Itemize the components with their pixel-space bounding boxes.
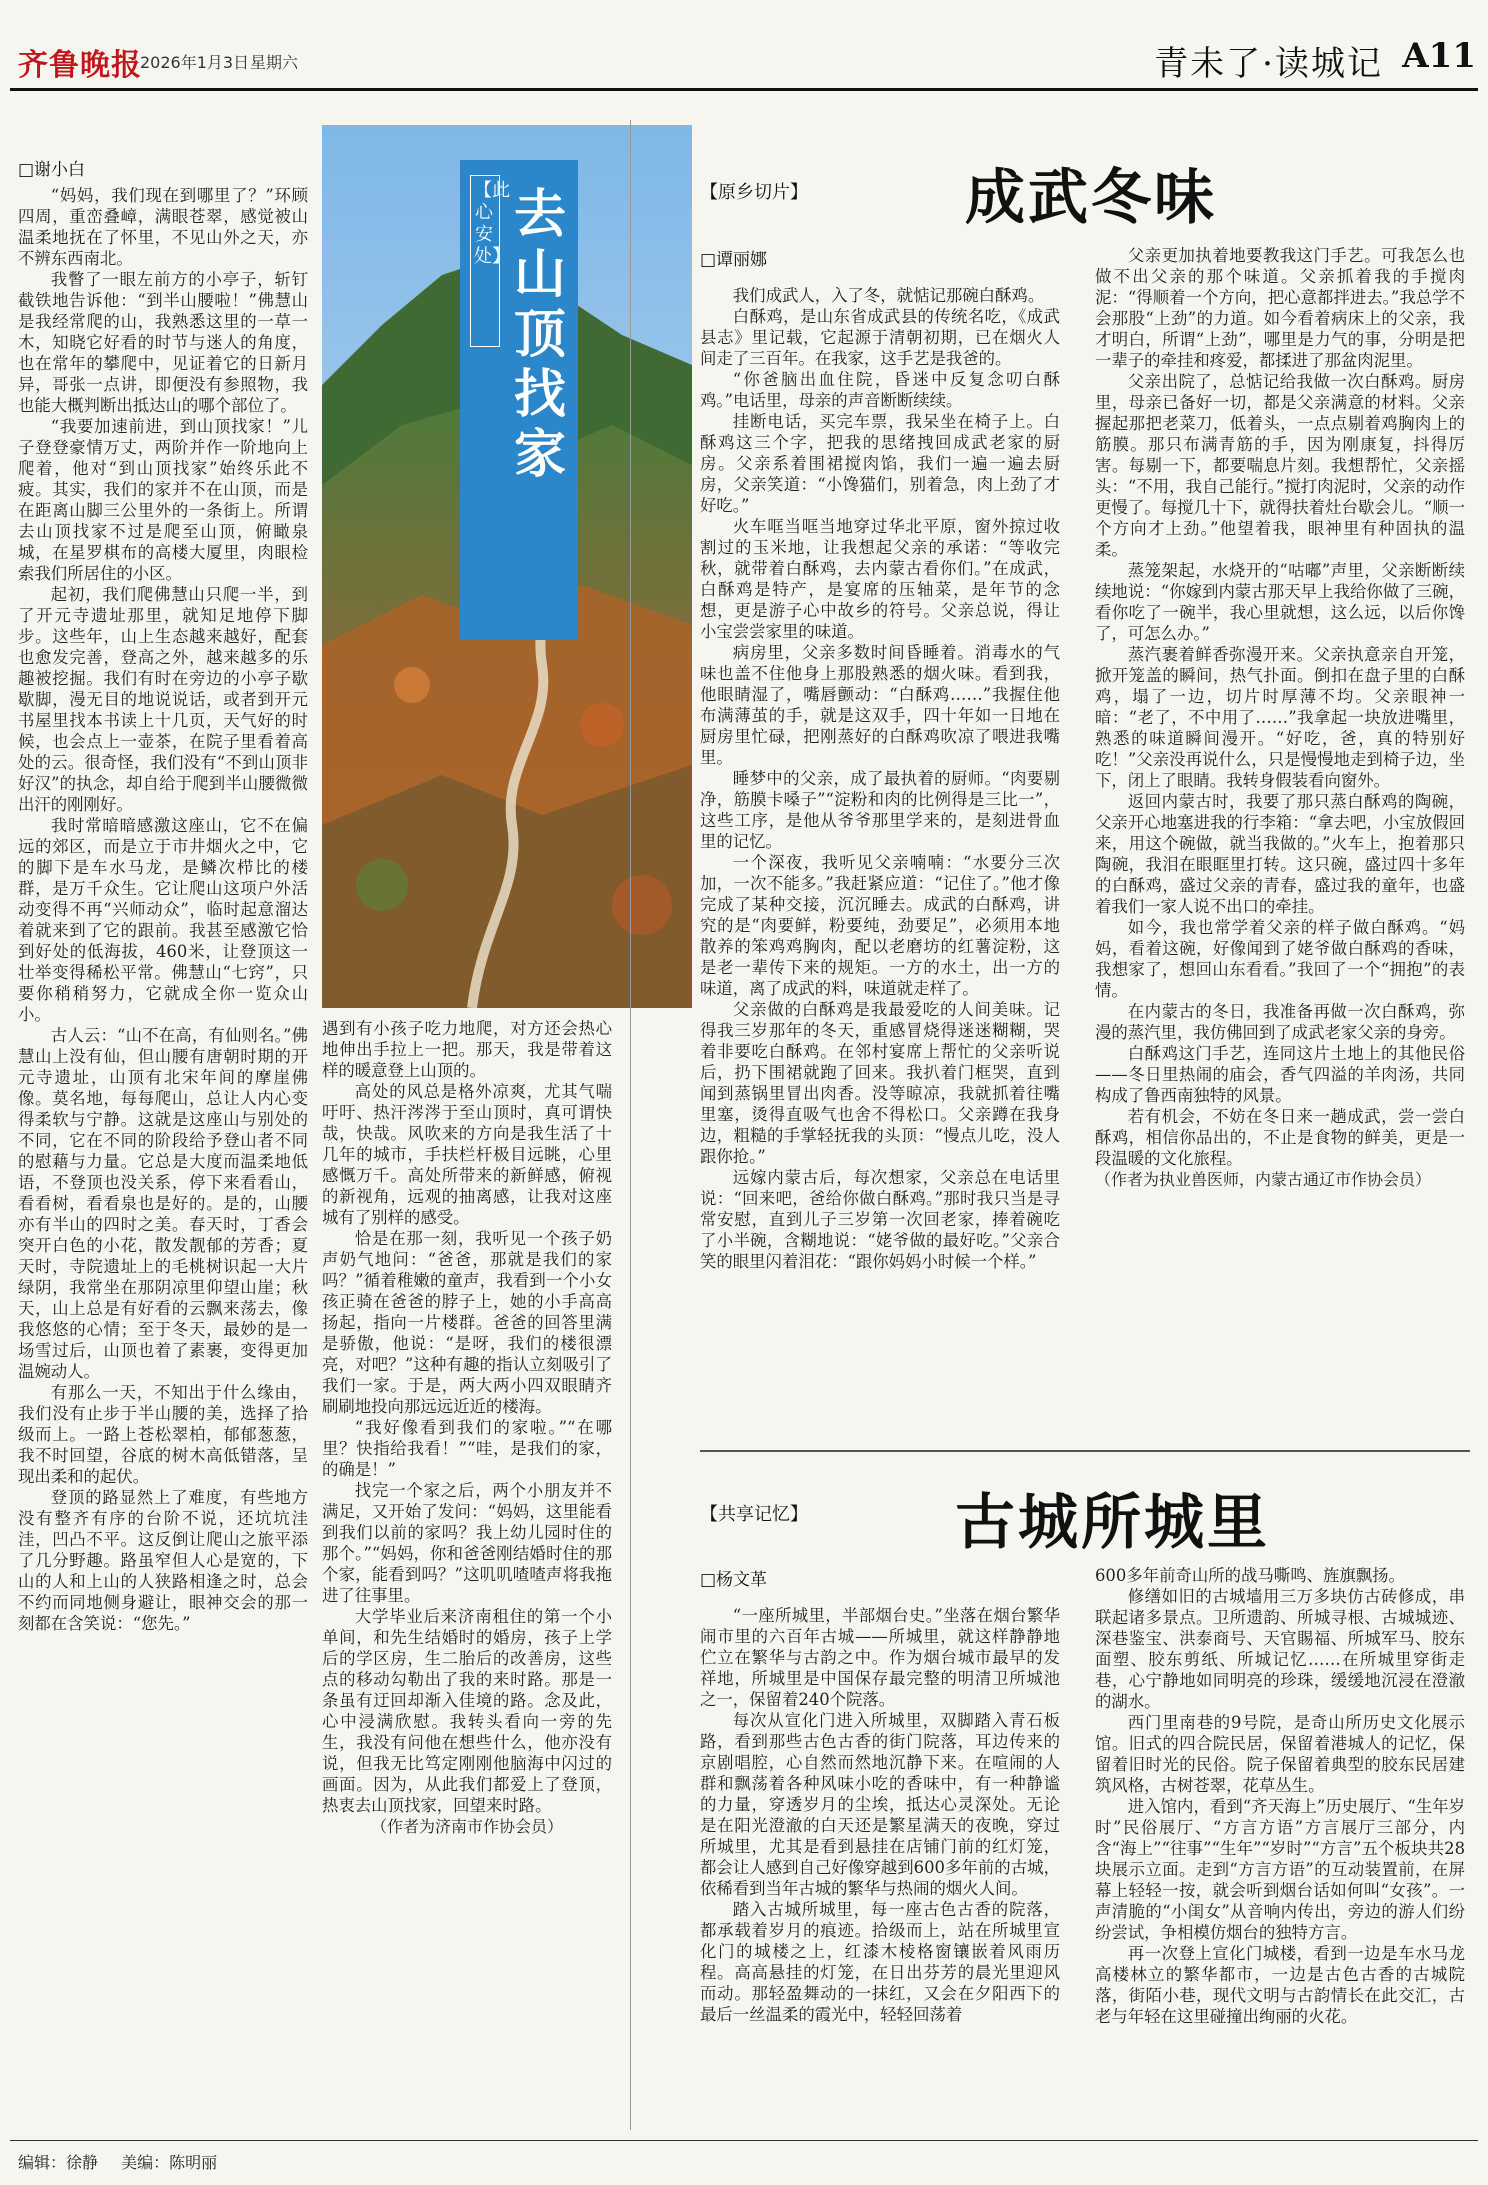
paragraph: 火车哐当哐当地穿过华北平原，窗外掠过收割过的玉米地，让我想起父亲的承诺：“等收完秋，就带着白酥鸡，去内蒙古看你们。”在成武，白酥鸡是特产，是宴席的压轴菜，是年节的念想，更是游子心中故乡的符号。父亲总说，得让小宝尝尝家里的味道。 [700,517,1060,641]
paragraph: 返回内蒙古时，我要了那只蒸白酥鸡的陶碗，父亲开心地塞进我的行李箱：“拿去吧，小宝放假回来，用这个碗做，就当我做的。”火车上，抱着那只陶碗，我泪在眼眶里打转。这只碗，盛过四十多年的白酥鸡，盛过父亲的青春，盛过我的童年，也盛着我们一家人说不出口的牵挂。 [1095,792,1465,916]
article-separator [700,1450,1470,1452]
paragraph: 蒸汽裹着鲜香弥漫开来。父亲执意亲自开笼，掀开笼盖的瞬间，热气扑面。倒扣在盘子里的白酥鸡，塌了一边，切片时厚薄不均。父亲眼神一暗：“老了，不中用了……”我拿起一块放进嘴里，熟悉的味道瞬间漫开。“好吃，爸，真的特别好吃！”父亲没再说什么，只是慢慢地走到椅子边，坐下，闭上了眼睛。我转身假装看向窗外。 [1095,645,1465,790]
issue-weekday: 星期六 [250,53,299,72]
paragraph: 如今，我也常学着父亲的样子做白酥鸡。“妈妈，看着这碗，好像闻到了姥爷做白酥鸡的香味，我想家了，想回山东看看。”我回了一个“拥抱”的表情。 [1095,918,1465,1000]
newspaper-logo: 齐鲁晚报 [18,48,142,83]
masthead [0,0,1488,90]
paragraph: 父亲更加执着地要教我这门手艺。可我怎么也做不出父亲的那个味道。父亲抓着我的手搅肉泥：“得顺着一个方向，把心意都拌进去。”我总学不会那股“上劲”的力道。如今看着病床上的父亲，我才明白，所谓“上劲”，哪里是力气的事，分明是把一辈子的牵挂和疼爱，都揉进了那盆肉泥里。 [1095,246,1465,370]
article-right-top-col2 [1095,245,1465,1485]
paragraph: 再一次登上宣化门城楼，看到一边是车水马龙高楼林立的繁华都市，一边是古色古香的古城院落，街陌小巷，现代文明与古韵情长在此交汇，古老与年轻在这里碰撞出绚丽的火花。 [1095,1944,1465,2026]
paragraph: 睡梦中的父亲，成了最执着的厨师。“肉要剔净，筋膜卡嗓子”“淀粉和肉的比例得是三比一”，这些工序，是他从爷爷那里学来的，是刻进骨血里的记忆。 [700,769,1060,851]
article-right-top-title: 成武冬味 [965,163,1217,233]
paragraph: “我要加速前进，到山顶找家！”儿子登登豪情万丈，两阶并作一阶地向上爬着，他对“到山顶找家”始终乐此不疲。其实，我们的家并不在山顶，而是在距离山脚三公里外的一条街上。所谓去山顶找家不过是爬至山顶，俯瞰泉城，在星罗棋布的高楼大厦里，肉眼检索我们所居住的小区。 [18,417,308,583]
paragraph: “一座所城里，半部烟台史。”坐落在烟台繁华闹市里的六百年古城——所城里，就这样静静地伫立在繁华与古韵之中。作为烟台城市最早的发祥地，所城里是中国保存最完整的明清卫所城池之一，保留着240个院落。 [700,1606,1060,1709]
article-left-col2 [322,1018,612,2098]
paragraph: 恰是在那一刻，我听见一个孩子奶声奶气地问：“爸爸，那就是我们的家吗？”循着稚嫩的童声，我看到一个小女孩正骑在爸爸的脖子上，她的小手高高扬起，指向一片楼群。爸爸的回答里满是骄傲，他说：“是呀，我们的楼很漂亮，对吧？”这种有趣的指认立刻吸引了我们一家。于是，两大两小四双眼睛齐刷刷地投向那远远近近的楼海。 [322,1229,612,1416]
paragraph: “我好像看到我们的家啦。”“在哪里？快指给我看！”“哇，是我们的家，的确是！” [322,1418,612,1479]
paragraph: “你爸脑出血住院，昏迷中反复念叨白酥鸡。”电话里，母亲的声音断断续续。 [700,370,1060,410]
paragraph: 登顶的路显然上了难度，有些地方没有整齐有序的台阶不说，还坑坑洼洼，凹凸不平。这反倒让爬山之旅平添了几分野趣。路虽窄但人心是宽的，下山的人和上山的人狭路相逢之时，总会不约而同地侧身避让，眼神交会的那一刻都在含笑说：“您先。” [18,1488,308,1633]
paragraph: “妈妈，我们现在到哪里了？”环顾四周，重峦叠嶂，满眼苍翠，感觉被山温柔地抚在了怀里，不见山外之天，亦不辨东西南北。 [18,186,308,268]
paragraph: 踏入古城所城里，每一座古色古香的院落，都承载着岁月的痕迹。拾级而上，站在所城里宣化门的城楼之上，红漆木棱格窗镶嵌着风雨历程。高高悬挂的灯笼，在日出芬芳的晨光里迎风而动。那轻盈舞动的一抹红，又会在夕阳西下的最后一丝温柔的霞光中，轻轻回荡着 [700,1900,1060,2024]
paragraph: 遇到有小孩子吃力地爬，对方还会热心地伸出手拉上一把。那天，我是带着这样的暖意登上山顶的。 [322,1019,612,1080]
paragraph: 我时常暗暗感激这座山，它不在偏远的郊区，而是立于市井烟火之中，它的脚下是车水马龙，是鳞次栉比的楼群，是万千众生。它让爬山这项户外活动变得不再“兴师动众”，临时起意溜达着就来到了它的跟前。我甚至感激它恰到好处的低海拔，460米，让登顶这一壮举变得稀松平常。佛慧山“七窍”，只要你稍稍努力，它就成全你一览众山小。 [18,816,308,1024]
column-label: 【此心安处】 [474,180,510,267]
page-number: A11 [1402,36,1476,76]
article-right-top-tag: 【原乡切片】 [700,182,808,203]
article-right-top-col1 [700,285,1060,1485]
paragraph: 病房里，父亲多数时间昏睡着。消毒水的气味也盖不住他身上那股熟悉的烟火味。看到我，他眼睛湿了，嘴唇颤动：“白酥鸡……”我握住他布满薄茧的手，就是这双手，四十年如一日地在厨房里忙碌，把刚蒸好的白酥鸡吹凉了喂进我嘴里。 [700,643,1060,767]
author-note: （作者为济南市作协会员） [370,1817,563,1836]
paragraph: 远嫁内蒙古后，每次想家，父亲总在电话里说：“回来吧，爸给你做白酥鸡。”那时我只当是寻常安慰，直到儿子三岁第一次回老家，捧着碗吃了小半碗，含糊地说：“姥爷做的最好吃。”父亲合笑的眼里闪着泪花：“跟你妈妈小时候一个样。” [700,1168,1060,1271]
article-left-title: 去山顶找家 [513,184,566,485]
paragraph: 西门里南巷的9号院，是奇山所历史文化展示馆。旧式的四合院民居，保留着港城人的记忆，保留着旧时光的民俗。院子保留着典型的胶东民居建筑风格，古树苍翠，花草丛生。 [1095,1713,1465,1795]
footer [18,2150,217,2173]
article-right-bottom-author: □杨文革 [700,1570,768,1590]
article-right-top-author: □谭丽娜 [700,250,768,270]
paragraph: 我们成武人，入了冬，就惦记那碗白酥鸡。 [732,286,1045,305]
paragraph: 修缮如旧的古城墙用三万多块仿古砖修成，串联起诸多景点。卫所遗韵、所城寻根、古城城迹、深巷鉴宝、洪泰商号、天官賜福、所城军马、胶东面塑、胶东剪纸、所城记忆……在所城里穿街走巷，心宁静地如同明亮的珍珠，缓缓地沉浸在澄澈的湖水。 [1095,1587,1465,1711]
masthead-rule [10,88,1478,91]
paragraph: 父亲出院了，总惦记给我做一次白酥鸡。厨房里，母亲已备好一切，都是父亲满意的材料。父亲握起那把老菜刀，低着头，一点点剔着鸡胸肉上的筋膜。那只布满青筋的手，因为刚康复，抖得厉害。每剔一下，都要喘息片刻。我想帮忙，父亲摇头：“不用，我自己能行。”搅打肉泥时，父亲的动作更慢了。每搅几十下，就得扶着灶台歇会儿。“顺一个方向才上劲。”他望着我，眼神里有种固执的温柔。 [1095,372,1465,559]
section-title: 青未了·读城记 [1154,44,1383,84]
paragraph: 找完一个家之后，两个小朋友并不满足，又开始了发问：“妈妈，这里能看到我们以前的家吗？我上幼儿园时住的那个。”“妈妈，你和爸爸刚结婚时住的那个家，能看到吗？”这叽叽喳喳声将我拖进了往事里。 [322,1481,612,1605]
article-right-bottom-title: 古城所城里 [955,1488,1270,1558]
column-divider [630,120,631,2130]
article-left-author: □谢小白 [18,160,86,180]
paragraph: 高处的风总是格外凉爽，尤其气喘吁吁、热汗涔涔于至山顶时，真可谓快哉，快哉。风吹来的方向是我生活了十几年的城市，手扶栏杆极目远眺，心里感慨万千。高处所带来的新鲜感，俯视的新视角，远观的抽离感，让我对这座城有了别样的感受。 [322,1082,612,1227]
paragraph: 大学毕业后来济南租住的第一个小单间，和先生结婚时的婚房，孩子上学后的学区房，生二胎后的改善房，这些点的移动勾勒出了我的来时路。那是一条虽有迂回却渐入佳境的路。念及此，心中浸满欣慰。我转头看向一旁的先生，我没有问他在想些什么，他亦没有说，但我无比笃定刚刚他脑海中闪过的画面。因为，从此我们都爱上了登顶，热衷去山顶找家，回望来时路。 [322,1607,612,1815]
article-right-bottom-tag: 【共享记忆】 [700,1504,808,1525]
paragraph: 挂断电话，买完车票，我呆坐在椅子上。白酥鸡这三个字，把我的思绪拽回成武老家的厨房。父亲系着围裙搅肉馅，我们一遍一遍去厨房，父亲笑道：“小馋猫们，别着急，肉上劲了才好吃。” [700,412,1060,515]
paragraph: 600多年前奇山所的战马嘶鸣、旌旗飘扬。 [1095,1566,1405,1585]
paragraph: 在内蒙古的冬日，我准备再做一次白酥鸡，弥漫的蒸汽里，我仿佛回到了成武老家父亲的身旁。 [1095,1002,1465,1042]
footer-rule [10,2140,1478,2141]
paragraph: 白酥鸡这门手艺，连同这片土地上的其他民俗——冬日里热闹的庙会，香气四溢的羊肉汤，共同构成了鲁西南独特的风景。 [1095,1044,1465,1105]
paragraph: 父亲做的白酥鸡是我最爱吃的人间美味。记得我三岁那年的冬天，重感冒烧得迷迷糊糊，哭着非要吃白酥鸡。在邻村宴席上帮忙的父亲听说后，扔下围裙就跑了回来。我扒着门框哭，直到闻到蒸锅里冒出肉香。没等晾凉，我就抓着往嘴里塞，烫得直吸气也舍不得松口。父亲蹲在我身边，粗糙的手掌轻抚我的头顶：“慢点儿吃，没人跟你抢。” [700,1000,1060,1166]
editor-credit: 编辑：徐静 [18,2153,99,2172]
paragraph: 我瞥了一眼左前方的小亭子，斩钉截铁地告诉他：“到半山腰啦！”佛慧山是我经常爬的山，我熟悉这里的一草一木，知晓它好看的时节与迷人的角度，也在常年的攀爬中，见证着它的日新月异，哥张一点讲，即便没有参照物，我也能大概判断出抵达山的哪个部位了。 [18,270,308,415]
paragraph: 白酥鸡，是山东省成武县的传统名吃，《成武县志》里记载，它起源于清朝初期，已在烟火人间走了三百年。在我家，这手艺是我爸的。 [700,307,1060,368]
article-right-bottom-col1 [700,1605,1060,2135]
paragraph: 起初，我们爬佛慧山只爬一半，到了开元寺遗址那里，就知足地停下脚步。这些年，山上生态越来越好，配套也愈发完善，登高之外，越来越多的乐趣被挖掘。我们有时在旁边的小亭子歇歇脚，漫无目的地说说话，或者到开元书屋里找本书读上十几页，天气好的时候，也会点上一壶茶，在院子里看着高处的云。很奇怪，我们没有“不到山顶非好汉”的执念，却自给于爬到半山腰微微出汗的刚刚好。 [18,585,308,814]
article-right-bottom-col2 [1095,1565,1465,2135]
author-note: （作者为执业兽医师，内蒙古通辽市作协会员） [1095,1170,1432,1189]
paragraph: 蒸笼架起，水烧开的“咕嘟”声里，父亲断断续续地说：“你嫁到内蒙古那天早上我给你做了三碗，看你吃了一碗半，我心里就想，这么远，以后你馋了，可怎么办。” [1095,561,1465,643]
paragraph: 古人云：“山不在高，有仙则名。”佛慧山上没有仙，但山腰有唐朝时期的开元寺遗址，山顶有北宋年间的摩崖佛像。莫名地，每每爬山，总让人内心变得柔软与宁静。这就是这座山与别处的不同，它在不同的阶段给予登山者不同的慰藉与力量。它总是大度而温柔地低语，不登顶也没关系，停下来看看山，看看树，看看泉也是好的。是的，山腰亦有半山的四时之美。春天时，丁香会突开白色的小花，散发靓郁的芳香；夏天时，寺院遗址上的毛桃树识起一大片绿阴，我常坐在那阴凉里仰望山崖；秋天，山上总是有好看的云飘来荡去，像我悠悠的心情；至于冬天，最妙的是一场雪过后，山顶也着了素裹，变得更加温婉动人。 [18,1026,308,1381]
paragraph: 一个深夜，我听见父亲喃喃：“水要分三次加，一次不能多。”我赶紧应道：“记住了。”他才像完成了某种交接，沉沉睡去。成武的白酥鸡，讲究的是“肉要鲜，粉要纯，劲要足”，必须用本地散养的笨鸡鸡胸肉，配以老磨坊的红薯淀粉，这是老一辈传下来的规矩。一方的水土，出一方的味道，离了成武的料，味道就走样了。 [700,853,1060,998]
paragraph: 若有机会，不妨在冬日来一趟成武，尝一尝白酥鸡，相信你品出的，不止是食物的鲜美，更是一段温暖的文化旅程。 [1095,1107,1465,1168]
paragraph: 每次从宣化门进入所城里，双脚踏入青石板路，看到那些古色古香的街门院落，耳边传来的京剧唱腔，心自然而然地沉静下来。在喧闹的人群和飘荡着各种风味小吃的香味中，有一种静谧的力量，穿透岁月的尘埃，抵达心灵深处。无论是在阳光澄澈的白天还是繁星满天的夜晚，穿过所城里，尤其是看到悬挂在店铺门前的红灯笼，都会让人感到自己好像穿越到600多年前的古城，依稀看到当年古城的繁华与热闹的烟火人间。 [700,1711,1060,1898]
paragraph: 有那么一天，不知出于什么缘由，我们没有止步于半山腰的美，选择了拾级而上。一路上苍松翠柏，郁郁葱葱，我不时回望，谷底的树木高低错落，呈现出柔和的起伏。 [18,1383,308,1486]
designer-credit: 美编：陈明丽 [121,2153,218,2172]
article-left-col1 [18,185,308,2095]
issue-date: 2026年1月3日 [140,53,250,72]
paragraph: 进入馆内，看到“齐天海上”历史展厅、“生年岁时”民俗展厅、“方言方语”方言展厅三部分，内含“海上”“往事”“生年”“岁时”“方言”五个板块共28块展示立面。走到“方言方语”的互动装置前，在屏幕上轻轻一按，就会听到烟台话如何叫“女孩”。一声清脆的“小闺女”从音响内传出，旁边的游人们纷纷尝试，争相模仿烟台的独特方言。 [1095,1797,1465,1942]
